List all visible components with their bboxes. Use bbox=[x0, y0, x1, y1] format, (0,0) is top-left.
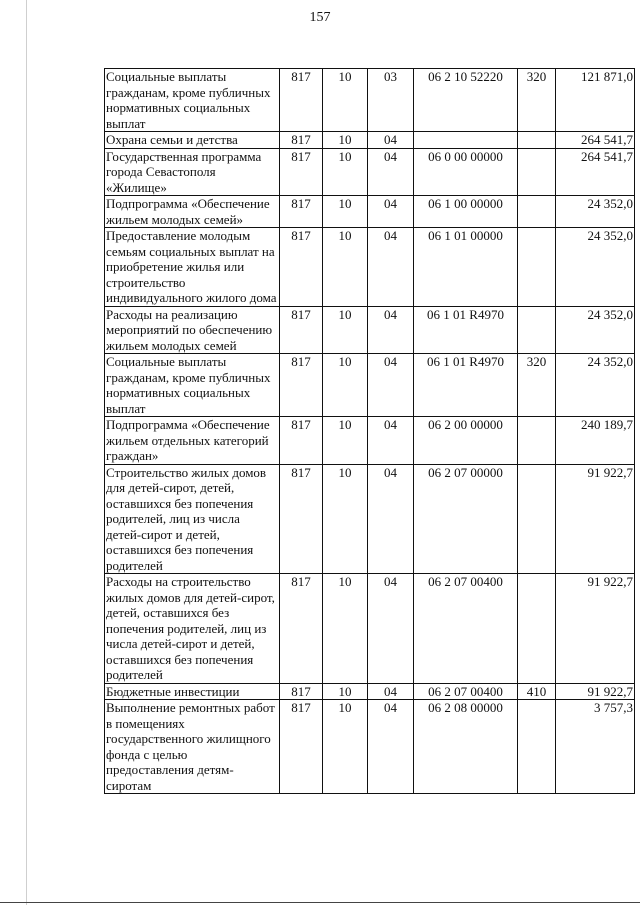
table-row bbox=[105, 683, 635, 700]
row-expense-type-cell: 320 bbox=[518, 354, 556, 417]
row-subsection-cell: 04 bbox=[368, 464, 414, 574]
row-admin-code-cell: 817 bbox=[280, 306, 323, 354]
row-expense-type-cell bbox=[518, 228, 556, 307]
table-row bbox=[105, 196, 635, 228]
row-expense-type-cell: 320 bbox=[518, 69, 556, 132]
row-target-article-cell: 06 2 07 00400 bbox=[414, 683, 518, 700]
row-section-cell: 10 bbox=[323, 69, 368, 132]
row-subsection-cell: 03 bbox=[368, 69, 414, 132]
row-subsection-cell: 04 bbox=[368, 132, 414, 149]
row-target-article-cell: 06 1 00 00000 bbox=[414, 196, 518, 228]
row-name-cell: Социальные выплаты гражданам, кроме публичных нормативных социальных выплат bbox=[105, 354, 280, 417]
table-row bbox=[105, 464, 635, 574]
row-subsection-cell: 04 bbox=[368, 228, 414, 307]
row-subsection-cell: 04 bbox=[368, 574, 414, 684]
row-amount-cell: 240 189,7 bbox=[556, 417, 635, 465]
row-target-article-cell: 06 0 00 00000 bbox=[414, 148, 518, 196]
row-name-cell: Расходы на строительство жилых домов для детей-сирот, детей, оставшихся без попечения родителей, лиц из числа детей-сирот и детей, оставшихся без попечения родителей bbox=[105, 574, 280, 684]
scan-bottom-line bbox=[0, 902, 640, 903]
row-target-article-cell: 06 2 07 00000 bbox=[414, 464, 518, 574]
row-name-cell: Предоставление молодым семьям социальных выплат на приобретение жилья или строительство индивидуального жилого дома bbox=[105, 228, 280, 307]
row-amount-cell: 91 922,7 bbox=[556, 683, 635, 700]
row-name-cell: Бюджетные инвестиции bbox=[105, 683, 280, 700]
row-expense-type-cell: 410 bbox=[518, 683, 556, 700]
row-subsection-cell: 04 bbox=[368, 354, 414, 417]
row-section-cell: 10 bbox=[323, 417, 368, 465]
table-row bbox=[105, 148, 635, 196]
row-section-cell: 10 bbox=[323, 132, 368, 149]
row-target-article-cell: 06 2 08 00000 bbox=[414, 700, 518, 794]
table-row bbox=[105, 700, 635, 794]
row-name-cell: Охрана семьи и детства bbox=[105, 132, 280, 149]
row-target-article-cell: 06 1 01 R4970 bbox=[414, 354, 518, 417]
row-name-cell: Выполнение ремонтных работ в помещениях государственного жилищного фонда с целью предоставления детям-сиротам bbox=[105, 700, 280, 794]
row-subsection-cell: 04 bbox=[368, 417, 414, 465]
row-section-cell: 10 bbox=[323, 354, 368, 417]
row-amount-cell: 24 352,0 bbox=[556, 354, 635, 417]
row-target-article-cell: 06 2 07 00400 bbox=[414, 574, 518, 684]
row-subsection-cell: 04 bbox=[368, 683, 414, 700]
row-admin-code-cell: 817 bbox=[280, 148, 323, 196]
row-admin-code-cell: 817 bbox=[280, 354, 323, 417]
row-expense-type-cell bbox=[518, 700, 556, 794]
row-admin-code-cell: 817 bbox=[280, 196, 323, 228]
row-subsection-cell: 04 bbox=[368, 306, 414, 354]
scan-edge-line bbox=[26, 0, 27, 905]
row-expense-type-cell bbox=[518, 306, 556, 354]
row-section-cell: 10 bbox=[323, 464, 368, 574]
row-section-cell: 10 bbox=[323, 148, 368, 196]
row-name-cell: Расходы на реализацию мероприятий по обеспечению жильем молодых семей bbox=[105, 306, 280, 354]
row-admin-code-cell: 817 bbox=[280, 132, 323, 149]
row-amount-cell: 264 541,7 bbox=[556, 132, 635, 149]
row-expense-type-cell bbox=[518, 148, 556, 196]
row-admin-code-cell: 817 bbox=[280, 700, 323, 794]
budget-table-body bbox=[105, 69, 635, 794]
table-row bbox=[105, 574, 635, 684]
row-expense-type-cell bbox=[518, 417, 556, 465]
page-number: 157 bbox=[309, 10, 331, 25]
row-amount-cell: 24 352,0 bbox=[556, 196, 635, 228]
row-amount-cell: 3 757,3 bbox=[556, 700, 635, 794]
row-amount-cell: 264 541,7 bbox=[556, 148, 635, 196]
row-target-article-cell bbox=[414, 132, 518, 149]
row-expense-type-cell bbox=[518, 132, 556, 149]
table-row bbox=[105, 354, 635, 417]
row-target-article-cell: 06 2 00 00000 bbox=[414, 417, 518, 465]
row-amount-cell: 24 352,0 bbox=[556, 228, 635, 307]
row-target-article-cell: 06 2 10 52220 bbox=[414, 69, 518, 132]
row-target-article-cell: 06 1 01 00000 bbox=[414, 228, 518, 307]
table-row bbox=[105, 132, 635, 149]
row-admin-code-cell: 817 bbox=[280, 228, 323, 307]
row-admin-code-cell: 817 bbox=[280, 464, 323, 574]
row-admin-code-cell: 817 bbox=[280, 69, 323, 132]
row-admin-code-cell: 817 bbox=[280, 417, 323, 465]
row-section-cell: 10 bbox=[323, 228, 368, 307]
table-row bbox=[105, 228, 635, 307]
row-section-cell: 10 bbox=[323, 574, 368, 684]
row-name-cell: Социальные выплаты гражданам, кроме публичных нормативных социальных выплат bbox=[105, 69, 280, 132]
row-subsection-cell: 04 bbox=[368, 196, 414, 228]
row-name-cell: Строительство жилых домов для детей-сирот, детей, оставшихся без попечения родителей, лиц из числа детей-сирот и детей, оставшихся без попечения родителей bbox=[105, 464, 280, 574]
table-row bbox=[105, 417, 635, 465]
row-amount-cell: 121 871,0 bbox=[556, 69, 635, 132]
row-expense-type-cell bbox=[518, 574, 556, 684]
row-name-cell: Подпрограмма «Обеспечение жильем отдельных категорий граждан» bbox=[105, 417, 280, 465]
row-target-article-cell: 06 1 01 R4970 bbox=[414, 306, 518, 354]
table-row bbox=[105, 69, 635, 132]
budget-table bbox=[104, 68, 635, 794]
row-admin-code-cell: 817 bbox=[280, 574, 323, 684]
row-section-cell: 10 bbox=[323, 683, 368, 700]
row-section-cell: 10 bbox=[323, 700, 368, 794]
row-amount-cell: 24 352,0 bbox=[556, 306, 635, 354]
row-admin-code-cell: 817 bbox=[280, 683, 323, 700]
table-row bbox=[105, 306, 635, 354]
row-name-cell: Подпрограмма «Обеспечение жильем молодых семей» bbox=[105, 196, 280, 228]
row-subsection-cell: 04 bbox=[368, 700, 414, 794]
row-amount-cell: 91 922,7 bbox=[556, 574, 635, 684]
row-subsection-cell: 04 bbox=[368, 148, 414, 196]
row-section-cell: 10 bbox=[323, 306, 368, 354]
row-name-cell: Государственная программа города Севастополя «Жилище» bbox=[105, 148, 280, 196]
row-expense-type-cell bbox=[518, 196, 556, 228]
row-amount-cell: 91 922,7 bbox=[556, 464, 635, 574]
row-section-cell: 10 bbox=[323, 196, 368, 228]
row-expense-type-cell bbox=[518, 464, 556, 574]
